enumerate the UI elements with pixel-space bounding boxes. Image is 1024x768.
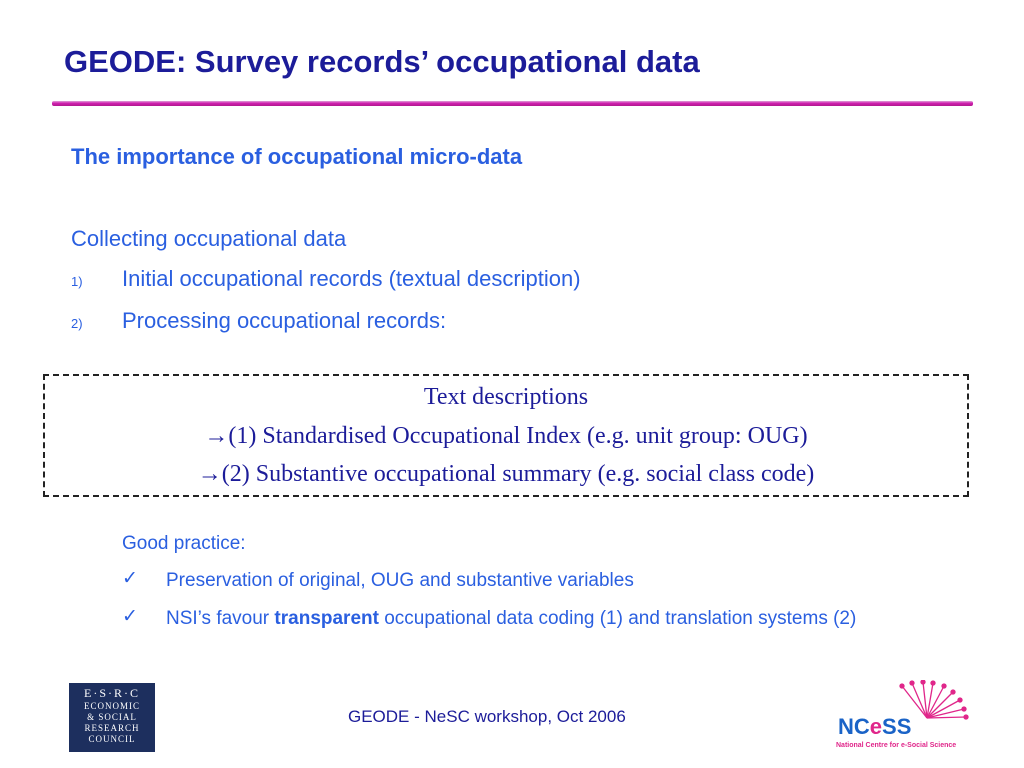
esrc-logo-line: RESEARCH (84, 723, 140, 733)
esrc-logo-line: COUNCIL (88, 734, 136, 744)
esrc-logo-line: ECONOMIC (83, 701, 140, 711)
ncess-logo (832, 680, 980, 758)
ncess-logo-tagline: National Centre for e-Social Science (836, 742, 957, 749)
slide-title: GEODE: Survey records’ occupational data (64, 44, 700, 79)
check-icon: ✓ (122, 568, 138, 589)
ncess-logo-wordmark (838, 714, 911, 740)
item-number: 1) (71, 274, 83, 289)
section-heading: Collecting occupational data (71, 226, 347, 251)
callout-line-1: Text descriptions (423, 384, 589, 410)
esrc-logo (69, 683, 155, 752)
check-icon: ✓ (122, 606, 138, 627)
check-item-prefix: NSI’s favour (166, 608, 275, 629)
check-item-text: Preservation of original, OUG and substantive variables (166, 570, 634, 591)
item-text: Processing occupational records: (122, 308, 447, 333)
ncess-logo-ss: SS (882, 714, 912, 739)
esrc-logo-line: & SOCIAL (87, 712, 137, 722)
good-practice-heading: Good practice: (122, 533, 246, 554)
check-item-text (166, 605, 866, 633)
ncess-logo-nc: NC (838, 714, 870, 739)
footer-text: GEODE - NeSC workshop, Oct 2006 (348, 707, 626, 726)
callout-line-2: →(1) Standardised Occupational Index (e.g. unit group: OUG) (204, 423, 808, 449)
check-item-suffix: occupational data coding (1) and translation systems (2) (378, 608, 857, 629)
title-divider (52, 101, 973, 106)
esrc-logo-acronym: E·S·R·C (84, 686, 140, 700)
item-number: 2) (71, 316, 83, 331)
ncess-logo-e: e (869, 714, 883, 739)
callout-line-3: →(2) Substantive occupational summary (e.g. social class code) (197, 461, 815, 487)
check-item-bold: transparent (274, 608, 379, 629)
item-text: Initial occupational records (textual description) (122, 266, 581, 291)
slide-subtitle: The importance of occupational micro-data (71, 144, 523, 169)
